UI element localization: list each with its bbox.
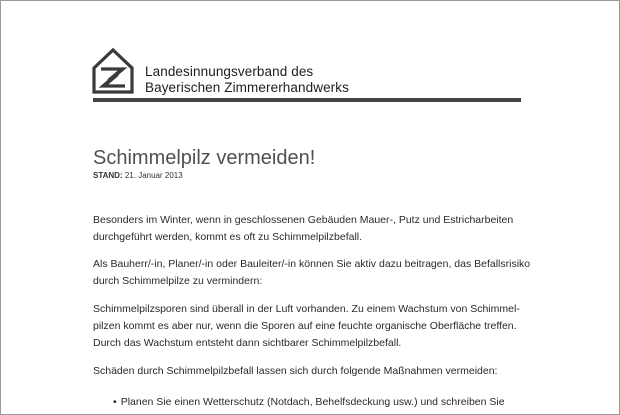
paragraph-3 xyxy=(93,301,520,352)
bullet-icon: • xyxy=(113,396,117,408)
paragraph-4 xyxy=(93,363,497,380)
paragraph-line: pilzen kommt es aber nur, wenn die Sporen auf eine feuchte organische Oberfläche treffen. xyxy=(93,320,517,332)
header-divider xyxy=(93,98,521,102)
stand-label: STAND: xyxy=(93,171,123,180)
organization-name xyxy=(145,64,349,96)
house-z-logo-icon xyxy=(91,47,135,95)
org-line-1: Landesinnungsverband des xyxy=(145,64,314,79)
paragraph-line: Schimmelpilzsporen sind überall in der Luft vorhanden. Zu einem Wachstum von Schimmel- xyxy=(93,303,520,315)
list-item-text: Planen Sie einen Wetterschutz (Notdach, Behelfsdeckung usw.) und schreiben Sie xyxy=(120,396,505,408)
page-title: Schimmelpilz vermeiden! xyxy=(93,147,316,169)
paragraph-line: Als Bauherr/-in, Planer/-in oder Bauleiter/-in können Sie aktiv dazu beitragen, das Befallsrisiko xyxy=(93,258,531,270)
paragraph-1 xyxy=(93,212,513,246)
stand-value: 21. Januar 2013 xyxy=(124,171,183,180)
paragraph-line: durchgeführt werden, kommt es oft zu Schimmelpilzbefall. xyxy=(93,231,363,243)
paragraph-2 xyxy=(93,256,530,290)
org-line-2: Bayerischen Zimmererhandwerks xyxy=(145,80,349,95)
paragraph-line: Durch das Wachstum entsteht dann sichtbarer Schimmelpilzbefall. xyxy=(93,337,402,349)
paragraph-line: durch Schimmelpilze zu vermindern: xyxy=(93,275,263,287)
paragraph-line: Besonders im Winter, wenn in geschlossenen Gebäuden Mauer-, Putz und Estricharbeiten xyxy=(93,214,514,226)
stand-date xyxy=(93,171,183,181)
paragraph-line: Schäden durch Schimmelpilzbefall lassen sich durch folgende Maßnahmen vermeiden: xyxy=(93,365,498,377)
list-item xyxy=(113,394,505,411)
